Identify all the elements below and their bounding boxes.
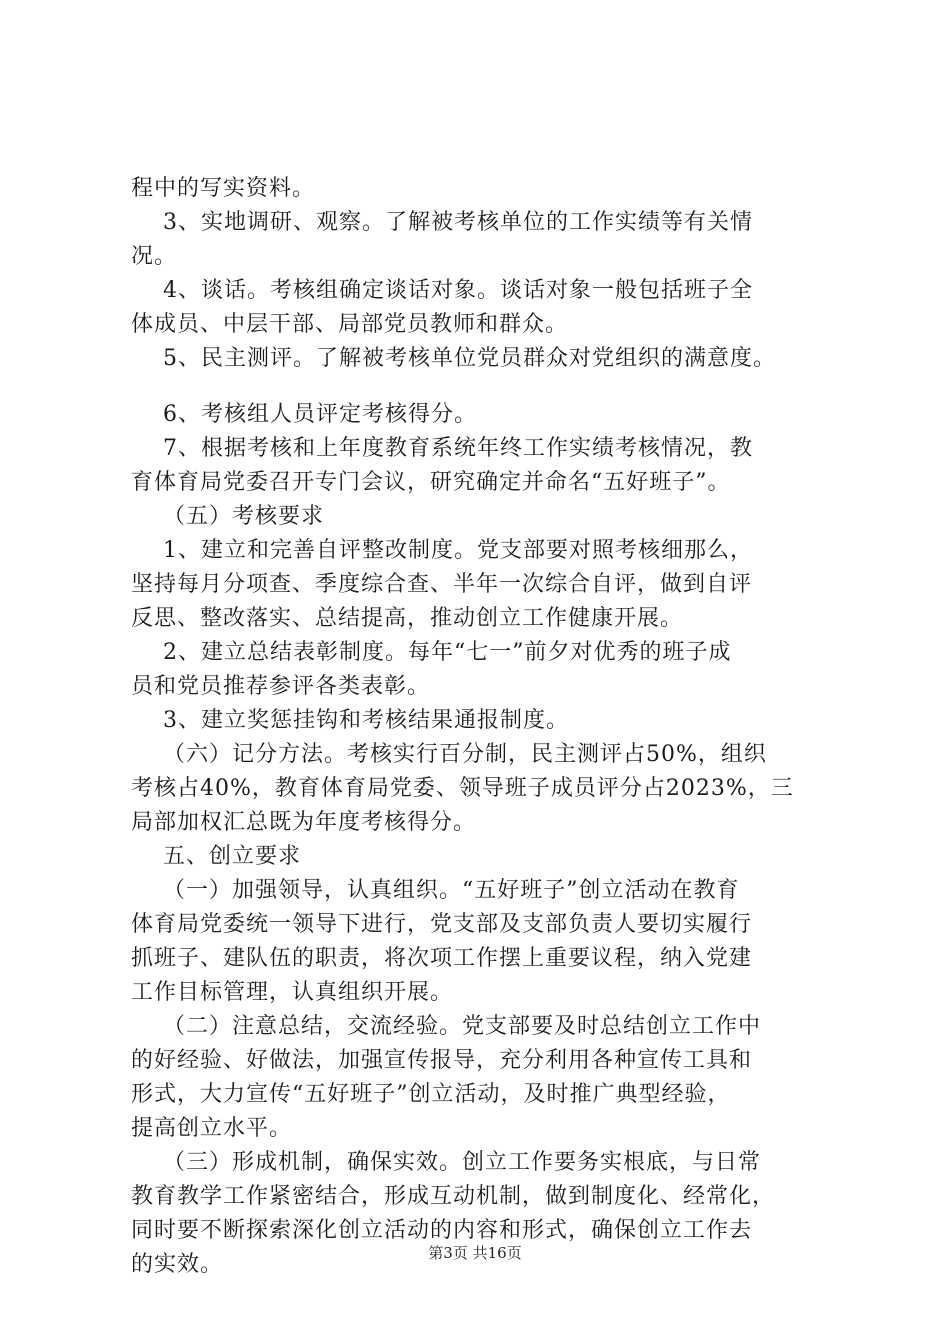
section-heading: （五）考核要求 (131, 504, 324, 529)
text-line: 1、建立和完善自评整改制度。党支部要对照考核细那么， (131, 538, 753, 563)
text-line: 2、建立总结表彰制度。每年“七一”前夕对优秀的班子成 (131, 640, 732, 665)
text-line: （六）记分方法。考核实行百分制，民主测评占50%，组织 (131, 742, 767, 767)
text-line: 形式，大力宣传“五好班子”创立活动，及时推广典型经验， (131, 1082, 731, 1107)
text-line: 3、建立奖惩挂钩和考核结果通报制度。 (131, 708, 569, 733)
page-number-footer: 第3页 共16页 (428, 1244, 522, 1262)
text-line: 程中的写实资料。 (131, 176, 316, 201)
text-line: 体成员、中层干部、局部党员教师和群众。 (131, 312, 569, 337)
paragraph-gap (131, 376, 851, 398)
text-line: 考核占40%，教育体育局党委、领导班子成员评分占2023%，三 (131, 776, 794, 801)
document-body (131, 172, 851, 1282)
text-line: 工作目标管理，认真组织开展。 (131, 980, 454, 1005)
text-line: 提高创立水平。 (131, 1116, 293, 1141)
text-line: 3、实地调研、观察。了解被考核单位的工作实绩等有关情 (131, 210, 753, 235)
text-line: （二）注意总结，交流经验。党支部要及时总结创立工作中 (131, 1014, 761, 1039)
text-line: 4、谈话。考核组确定谈话对象。谈话对象一般包括班子全 (131, 278, 753, 303)
text-line: 员和党员推荐参评各类表彰。 (131, 674, 431, 699)
text-line: 况。 (131, 244, 178, 269)
text-line: 局部加权汇总既为年度考核得分。 (131, 810, 477, 835)
text-line: 教育教学工作紧密结合，形成互动机制，做到制度化、经常化， (131, 1184, 776, 1209)
text-line: 体育局党委统一领导下进行，党支部及支部负责人要切实履行 (131, 912, 753, 937)
text-line: 6、考核组人员评定考核得分。 (131, 402, 477, 427)
text-line: 同时要不断探索深化创立活动的内容和形式，确保创立工作去 (131, 1218, 753, 1243)
text-line: 的实效。 (131, 1252, 224, 1277)
section-heading: 五、创立要求 (131, 844, 301, 869)
text-line: 5、民主测评。了解被考核单位党员群众对党组织的满意度。 (131, 346, 776, 371)
text-line: 反思、整改落实、总结提高，推动创立工作健康开展。 (131, 606, 684, 631)
text-line: 抓班子、建队伍的职责，将次项工作摆上重要议程，纳入党建 (131, 946, 753, 971)
text-line: 7、根据考核和上年度教育系统年终工作实绩考核情况，教 (131, 436, 753, 461)
text-line: 育体育局党委召开专门会议，研究确定并命名“五好班子”。 (131, 470, 731, 495)
text-line: （三）形成机制，确保实效。创立工作要务实根底，与日常 (131, 1150, 761, 1175)
text-line: 坚持每月分项查、季度综合查、半年一次综合自评，做到自评 (131, 572, 753, 597)
text-line: 的好经验、好做法，加强宣传报导，充分利用各种宣传工具和 (131, 1048, 753, 1073)
text-line: （一）加强领导，认真组织。“五好班子”创立活动在教育 (131, 878, 740, 903)
